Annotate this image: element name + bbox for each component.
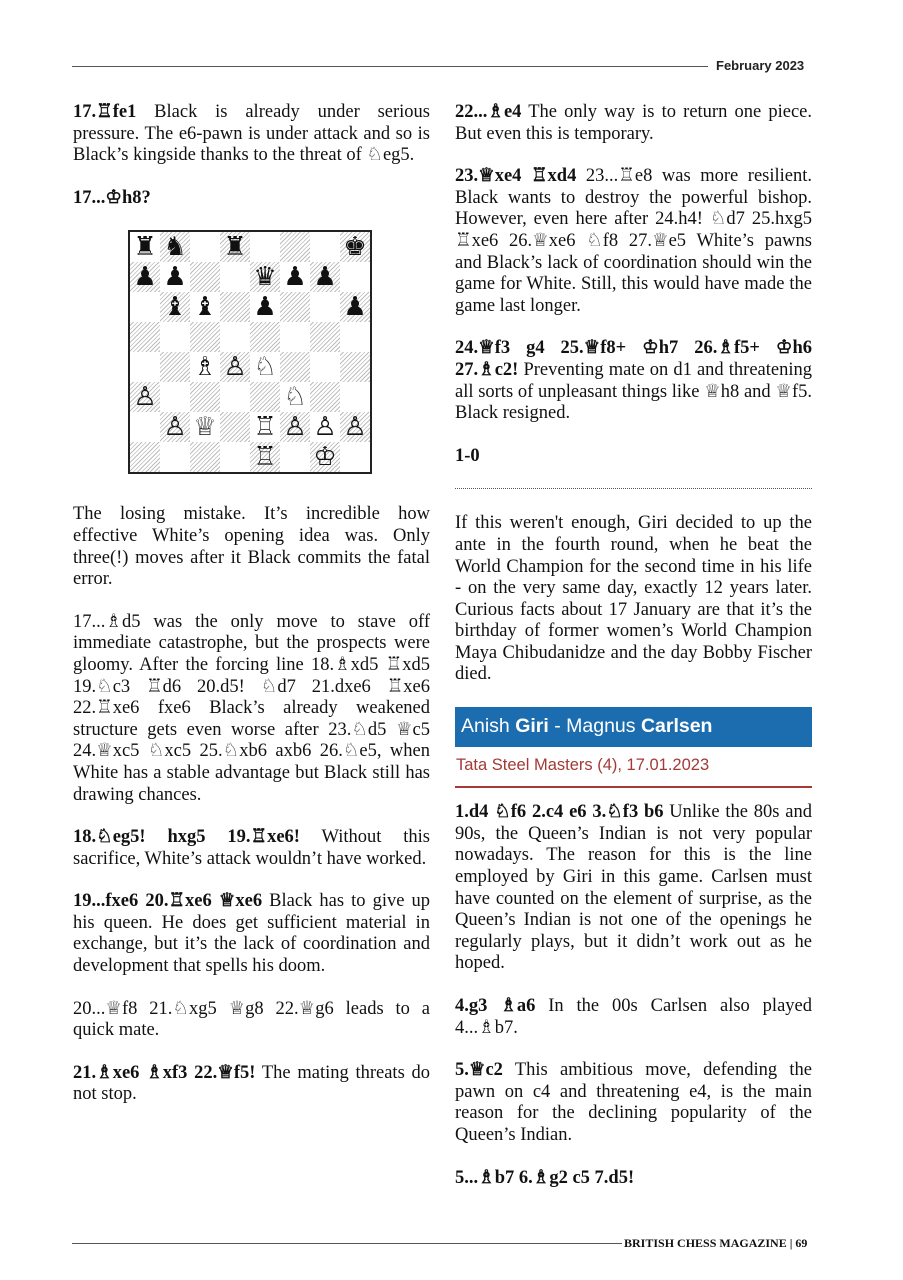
square-e5 bbox=[250, 322, 280, 352]
square-f2 bbox=[280, 412, 310, 442]
square-d8 bbox=[220, 232, 250, 262]
footer-rule bbox=[72, 1243, 622, 1244]
chess-piece-icon: ♟ bbox=[313, 262, 337, 293]
chess-piece-icon: ♟ bbox=[163, 262, 187, 293]
square-a2 bbox=[130, 412, 160, 442]
chess-piece-icon: ♖ bbox=[253, 412, 277, 443]
annotation-paragraph: The losing mistake. It’s incredible how effective White’s opening idea was. Only three(!) moves after it Black commits the fatal error. bbox=[73, 504, 430, 590]
square-d5 bbox=[220, 322, 250, 352]
annotation-paragraph bbox=[73, 1063, 430, 1106]
square-e7 bbox=[250, 262, 280, 292]
square-g5 bbox=[310, 322, 340, 352]
square-b4 bbox=[160, 352, 190, 382]
square-a7 bbox=[130, 262, 160, 292]
annotation-paragraph bbox=[73, 827, 430, 870]
square-d6 bbox=[220, 292, 250, 322]
annotation-text: Black has to give up his queen. He does get sufficient material in exchange, but it’s the lack of coordination and development that spells his doom. bbox=[73, 891, 430, 977]
chess-board bbox=[128, 230, 372, 474]
square-f7 bbox=[280, 262, 310, 292]
square-g1 bbox=[310, 442, 340, 472]
annotation-paragraph: 20...♕f8 21.♘xg5 ♕g8 22.♕g6 leads to a quick mate. bbox=[73, 998, 430, 1041]
square-g8 bbox=[310, 232, 340, 262]
annotation-text: The mating threats do not stop. bbox=[73, 1062, 431, 1105]
chess-piece-icon: ♚ bbox=[343, 232, 367, 263]
header-rule bbox=[72, 66, 708, 67]
square-e2 bbox=[250, 412, 280, 442]
square-f1 bbox=[280, 442, 310, 472]
square-h4 bbox=[340, 352, 370, 382]
square-g2 bbox=[310, 412, 340, 442]
black-surname: Carlsen bbox=[640, 715, 713, 738]
black-first-name: Magnus bbox=[566, 715, 641, 738]
chess-piece-icon: ♜ bbox=[133, 232, 157, 263]
annotation-text: Unlike the 80s and 90s, the Queen’s Indian is not very popular nowadays. The reason for this is the line employed by Giri in this game. Carlsen must have counted on the element of surprise, as the Queen’s Indian is not one of the openings he regularly plays, but it didn’t work out as he hoped. bbox=[455, 802, 812, 974]
article-paragraph: If this weren't enough, Giri decided to up the ante in the fourth round, when he beat the World Champion for the second time in his life - on the very same day, exactly 12 years later. Curious facts about 17 January are that it’s the birthday of former women’s World Champion Maya Chibudanidze and the day Bobby Fischer died. bbox=[455, 513, 812, 685]
issue-date: February 2023 bbox=[716, 58, 805, 73]
square-c6 bbox=[190, 292, 220, 322]
game-result bbox=[455, 446, 812, 468]
game-event: Tata Steel Masters (4), 17.01.2023 bbox=[455, 755, 812, 789]
square-b6 bbox=[160, 292, 190, 322]
annotation-text: This ambitious move, defending the pawn on c4 and threatening e4, is the main reason for the declining popularity of the Queen’s Indian. bbox=[455, 1060, 812, 1145]
chess-piece-icon: ♙ bbox=[223, 352, 247, 383]
square-c1 bbox=[190, 442, 220, 472]
section-divider bbox=[455, 488, 812, 489]
white-first-name: Anish bbox=[461, 715, 516, 738]
square-g3 bbox=[310, 382, 340, 412]
square-a5 bbox=[130, 322, 160, 352]
annotation-paragraph bbox=[455, 102, 812, 145]
square-f3 bbox=[280, 382, 310, 412]
square-e6 bbox=[250, 292, 280, 322]
players-dash: - bbox=[548, 715, 567, 738]
chess-piece-icon: ♙ bbox=[343, 412, 367, 443]
square-e3 bbox=[250, 382, 280, 412]
chess-piece-icon: ♜ bbox=[223, 232, 247, 263]
chess-diagram bbox=[128, 230, 430, 474]
square-b7 bbox=[160, 262, 190, 292]
annotation-text: Preventing mate on d1 and threatening all sorts of unpleasant things like ♕h8 and ♕f5. Black resigned. bbox=[455, 359, 812, 424]
square-c7 bbox=[190, 262, 220, 292]
chess-piece-icon: ♙ bbox=[133, 382, 157, 413]
square-d1 bbox=[220, 442, 250, 472]
square-c4 bbox=[190, 352, 220, 382]
move-text: 5...♗b7 6.♗g2 c5 7.d5! bbox=[455, 1167, 635, 1188]
square-c3 bbox=[190, 382, 220, 412]
annotation-text: Black is already under serious pressure. The e6-pawn is under attack and so is Black’s kingside thanks to the threat of ♘eg5. bbox=[73, 102, 430, 166]
square-e8 bbox=[250, 232, 280, 262]
square-g7 bbox=[310, 262, 340, 292]
chess-piece-icon: ♝ bbox=[193, 292, 217, 323]
square-h7 bbox=[340, 262, 370, 292]
square-f8 bbox=[280, 232, 310, 262]
square-d3 bbox=[220, 382, 250, 412]
square-a3 bbox=[130, 382, 160, 412]
chess-piece-icon: ♙ bbox=[283, 412, 307, 443]
chess-piece-icon: ♝ bbox=[163, 292, 187, 323]
annotation-paragraph: 17...♗d5 was the only move to stave off immediate catastrophe, but the prospects were gloomy. After the forcing line 18.♗xd5 ♖xd5 19.♘c3 ♖d6 20.d5! ♘d7 21.dxe6 ♖xe6 22.♖xe6 fxe6 Black’s already weakened structure gets even worse after 23.♘d5 ♕c5 24.♕xc5 ♘xc5 25.♘xb6 axb6 26.♘e5, when White has a stable advantage but Black still has drawing chances. bbox=[73, 611, 430, 805]
annotation-text: Without this sacrifice, White’s attack wouldn’t have worked. bbox=[73, 827, 430, 869]
move-text: 19...fxe6 20.♖xe6 ♕xe6 bbox=[73, 891, 263, 912]
square-g6 bbox=[310, 292, 340, 322]
left-column bbox=[73, 102, 430, 1127]
annotation-paragraph bbox=[455, 1060, 812, 1146]
chess-piece-icon: ♖ bbox=[253, 442, 277, 473]
move-text: 23.♕xe4 ♖xd4 bbox=[455, 166, 577, 187]
square-e1 bbox=[250, 442, 280, 472]
right-column bbox=[455, 102, 812, 1210]
annotation-text: The only way is to return one piece. But even this is temporary. bbox=[455, 102, 812, 144]
annotation-paragraph bbox=[73, 188, 430, 210]
square-c5 bbox=[190, 322, 220, 352]
chess-piece-icon: ♟ bbox=[133, 262, 157, 293]
white-surname: Giri bbox=[515, 715, 549, 738]
move-text: 18.♘eg5! hxg5 19.♖xe6! bbox=[73, 827, 300, 848]
move-text: 21.♗xe6 ♗xf3 22.♕f5! bbox=[73, 1062, 256, 1083]
footer-separator: | bbox=[789, 1236, 793, 1250]
chess-piece-icon: ♘ bbox=[253, 352, 277, 383]
chess-piece-icon: ♕ bbox=[193, 412, 217, 443]
move-text: 17.♖fe1 bbox=[73, 102, 137, 122]
square-c2 bbox=[190, 412, 220, 442]
square-h8 bbox=[340, 232, 370, 262]
square-e4 bbox=[250, 352, 280, 382]
square-d4 bbox=[220, 352, 250, 382]
square-h2 bbox=[340, 412, 370, 442]
chess-piece-icon: ♟ bbox=[283, 262, 307, 293]
annotation-paragraph bbox=[455, 996, 812, 1039]
square-b3 bbox=[160, 382, 190, 412]
annotation-paragraph bbox=[73, 891, 430, 977]
annotation-paragraph bbox=[455, 802, 812, 975]
square-f5 bbox=[280, 322, 310, 352]
square-b2 bbox=[160, 412, 190, 442]
chess-piece-icon: ♘ bbox=[283, 382, 307, 413]
footer bbox=[624, 1236, 807, 1251]
square-g4 bbox=[310, 352, 340, 382]
chess-piece-icon: ♗ bbox=[193, 352, 217, 383]
square-c8 bbox=[190, 232, 220, 262]
annotation-paragraph bbox=[455, 338, 812, 424]
annotation-paragraph bbox=[73, 102, 430, 167]
square-b1 bbox=[160, 442, 190, 472]
square-h3 bbox=[340, 382, 370, 412]
chess-piece-icon: ♙ bbox=[163, 412, 187, 443]
move-text: 1.d4 ♘f6 2.c4 e6 3.♘f3 b6 bbox=[455, 802, 664, 823]
game-header-banner bbox=[455, 707, 812, 747]
annotation-text: 23...♖e8 was more resilient. Black wants to destroy the powerful bishop. However, even here after 24.h4! ♘d7 25.hxg5 ♖xe6 26.♕xe6 ♘f8 27.♕e5 White’s pawns and Black’s lack of coordination should win the game for White. Still, this would have made the game last longer. bbox=[455, 166, 813, 316]
square-f4 bbox=[280, 352, 310, 382]
chess-piece-icon: ♞ bbox=[163, 232, 187, 263]
annotation-paragraph bbox=[455, 166, 812, 317]
chess-piece-icon: ♙ bbox=[313, 412, 337, 443]
move-text: 22...♗e4 bbox=[455, 102, 522, 122]
move-text: 17...♔h8? bbox=[73, 187, 151, 208]
square-h5 bbox=[340, 322, 370, 352]
annotation-text: In the 00s Carlsen also played 4...♗b7. bbox=[455, 996, 812, 1038]
result-text: 1-0 bbox=[455, 445, 480, 466]
square-a6 bbox=[130, 292, 160, 322]
magazine-name: BRITISH CHESS MAGAZINE bbox=[624, 1236, 787, 1250]
square-h1 bbox=[340, 442, 370, 472]
page-number: 69 bbox=[795, 1236, 808, 1250]
square-b8 bbox=[160, 232, 190, 262]
chess-piece-icon: ♔ bbox=[313, 442, 337, 473]
square-a8 bbox=[130, 232, 160, 262]
move-text: 5.♕c2 bbox=[455, 1060, 503, 1081]
square-d2 bbox=[220, 412, 250, 442]
square-f6 bbox=[280, 292, 310, 322]
move-text: 4.g3 ♗a6 bbox=[455, 996, 536, 1016]
square-b5 bbox=[160, 322, 190, 352]
square-a1 bbox=[130, 442, 160, 472]
chess-piece-icon: ♟ bbox=[253, 292, 277, 323]
square-d7 bbox=[220, 262, 250, 292]
chess-piece-icon: ♛ bbox=[253, 262, 277, 293]
chess-piece-icon: ♟ bbox=[343, 292, 367, 323]
move-text: 24.♕f3 g4 25.♕f8+ ♔h7 26.♗f5+ ♔h6 27.♗c2! bbox=[455, 338, 812, 380]
square-a4 bbox=[130, 352, 160, 382]
square-h6 bbox=[340, 292, 370, 322]
annotation-paragraph bbox=[455, 1168, 812, 1190]
